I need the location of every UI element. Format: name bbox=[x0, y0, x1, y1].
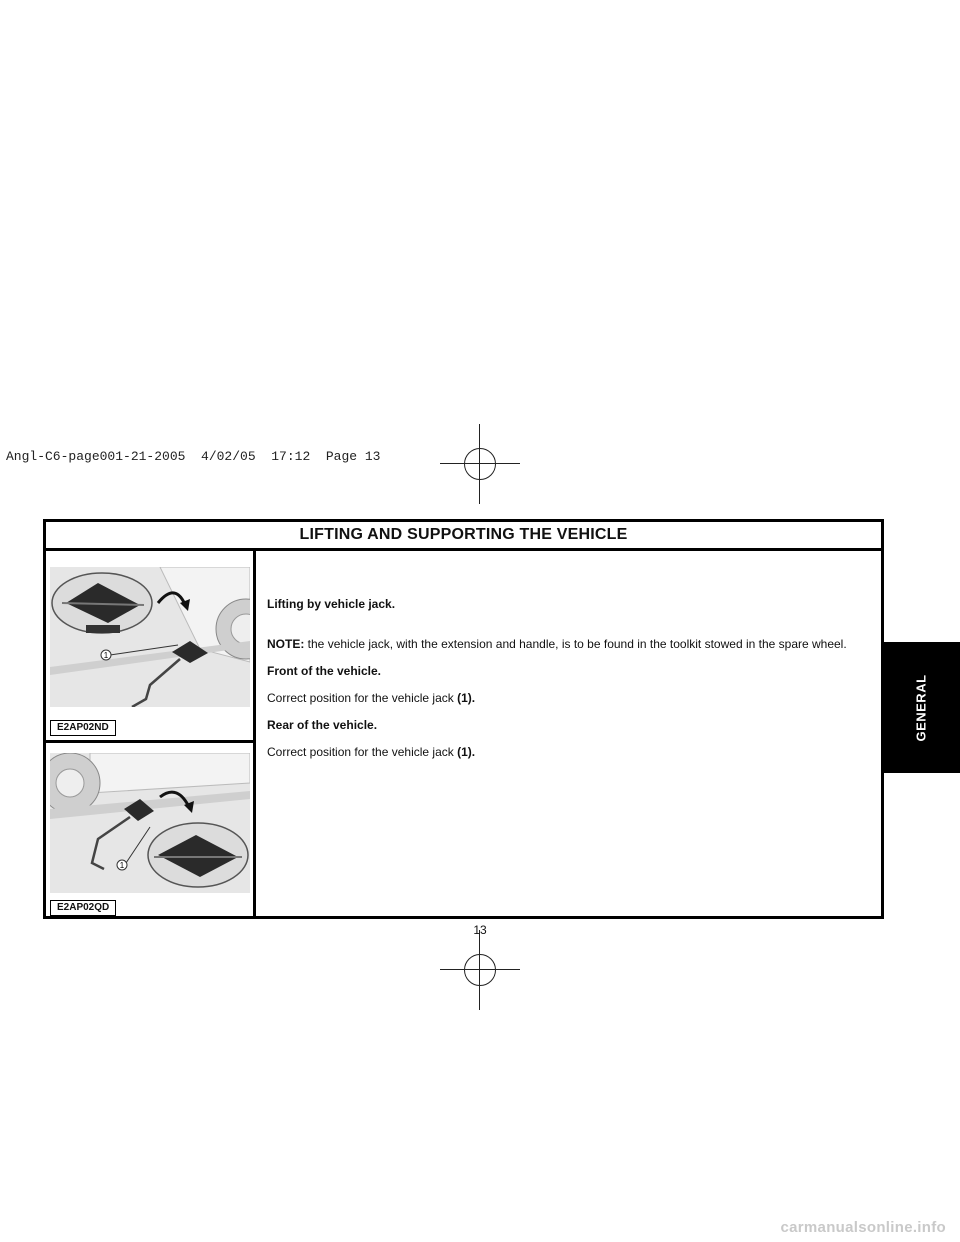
note-paragraph bbox=[267, 637, 847, 651]
note-label: NOTE: bbox=[267, 637, 305, 651]
watermark: carmanualsonline.info bbox=[780, 1219, 946, 1236]
print-slug: Angl-C6-page001-21-2005 4/02/05 17:12 Page 13 bbox=[6, 449, 381, 464]
front-ref: (1). bbox=[457, 691, 476, 705]
section-tab-label: GENERAL bbox=[913, 673, 928, 742]
section-title: LIFTING AND SUPPORTING THE VEHICLE bbox=[46, 522, 881, 551]
front-text: Correct position for the vehicle jack bbox=[267, 691, 458, 705]
front-paragraph bbox=[267, 691, 475, 705]
heading-front: Front of the vehicle. bbox=[267, 664, 382, 678]
figure-callout: 1 bbox=[119, 861, 125, 870]
rear-text: Correct position for the vehicle jack bbox=[267, 745, 458, 759]
crop-mark-bottom bbox=[440, 930, 520, 1010]
jack-rear-photo bbox=[50, 753, 250, 893]
note-text: the vehicle jack, with the extension and handle, is to be found in the toolkit stowed in the spare wheel. bbox=[304, 637, 847, 651]
figure-code: E2AP02ND bbox=[50, 720, 116, 736]
figure-column bbox=[46, 551, 256, 916]
page-number: 13 bbox=[473, 923, 487, 937]
heading-lifting: Lifting by vehicle jack. bbox=[267, 597, 396, 611]
rear-ref: (1). bbox=[457, 745, 476, 759]
crop-mark-top bbox=[440, 424, 520, 504]
heading-rear: Rear of the vehicle. bbox=[267, 718, 378, 732]
rear-paragraph bbox=[267, 745, 475, 759]
content-frame bbox=[43, 519, 884, 919]
figure-panel-front bbox=[46, 551, 253, 743]
jack-front-photo bbox=[50, 567, 250, 707]
figure-panel-rear bbox=[46, 743, 253, 916]
figure-code: E2AP02QD bbox=[50, 900, 116, 916]
figure-callout: 1 bbox=[103, 651, 109, 660]
section-tab-general bbox=[881, 642, 960, 773]
